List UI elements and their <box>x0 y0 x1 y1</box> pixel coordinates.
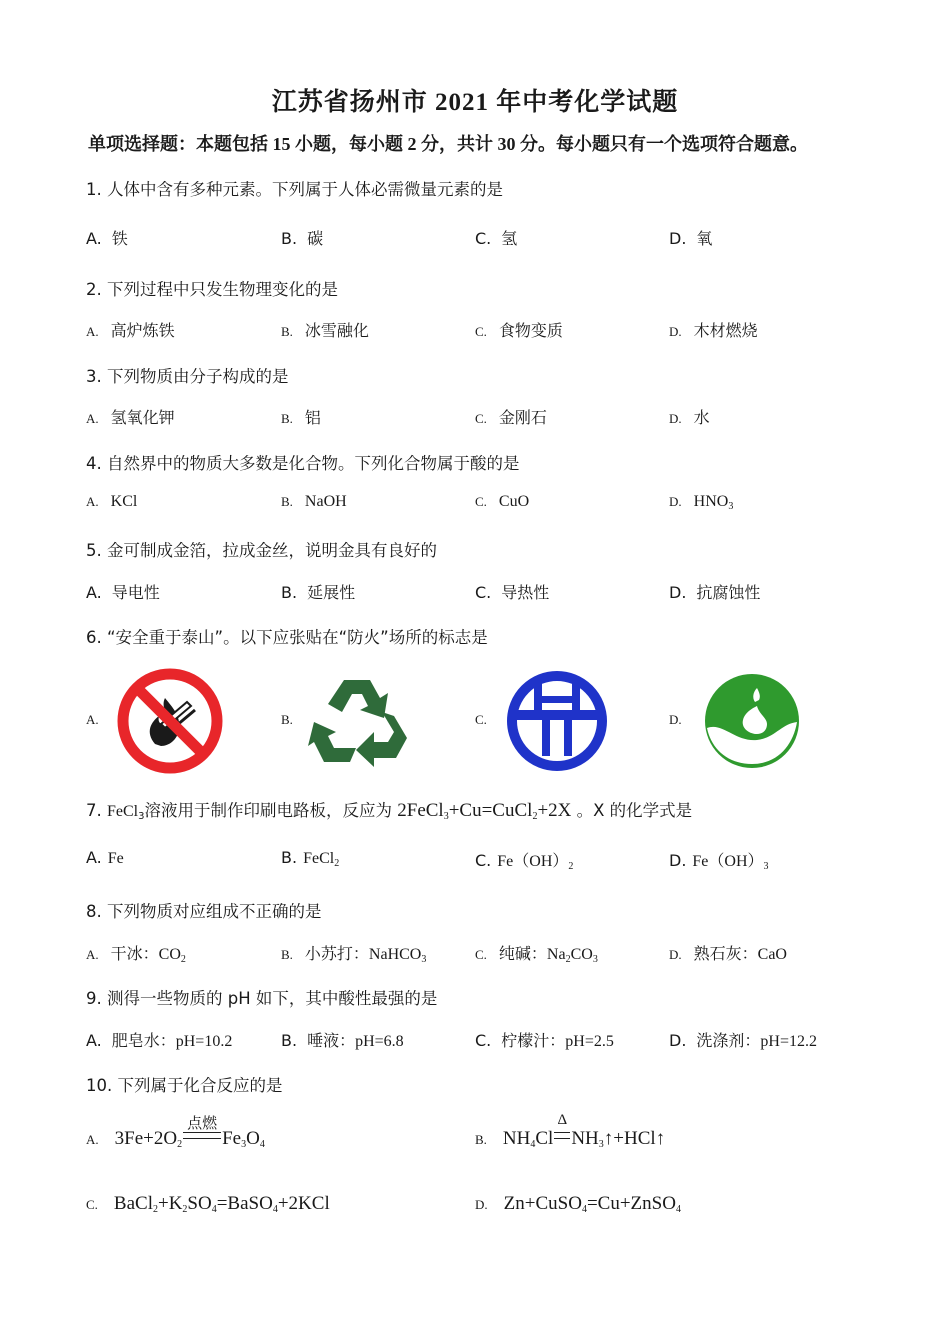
option-8a: A. 干冰：$CO_2$ <box>86 946 186 965</box>
question-4 <box>86 450 520 474</box>
option-2c: C. 食物变质 <box>475 323 563 340</box>
water-saving-sign-icon <box>697 666 807 776</box>
question-2 <box>86 276 338 300</box>
option-1b: B. 碳 <box>281 229 324 248</box>
option-3b: B. 铝 <box>281 410 321 427</box>
question-number: 5. <box>86 541 102 560</box>
option-5b: B. 延展性 <box>281 583 356 602</box>
reaction-condition: Δ <box>553 1132 571 1150</box>
option-2b: B. 冰雪融化 <box>281 323 369 340</box>
option-6d-label: D. <box>669 712 682 727</box>
option-1d: D. 氧 <box>669 229 713 248</box>
option-7d: D. $Fe(OH)_3$ <box>669 851 769 872</box>
question-number: 3. <box>86 367 102 386</box>
question-text: 自然界中的物质大多数是化合物。下列化合物属于酸的是 <box>107 454 520 473</box>
question-6 <box>86 624 488 648</box>
option-10a: A. $3Fe+2O_2$ 点燃 $Fe_3O_4$ <box>86 1116 265 1150</box>
option-9a: A. 肥皂水：pH=10.2 <box>86 1031 233 1050</box>
question-number: 1. <box>86 180 102 199</box>
question-3 <box>86 363 289 387</box>
option-7a: A. Fe <box>86 848 124 867</box>
question-number: 7. <box>86 801 102 820</box>
question-text: 金可制成金箔，拉成金丝，说明金具有良好的 <box>107 541 437 560</box>
option-4c: C. CuO <box>475 493 530 510</box>
question-number: 4. <box>86 454 102 473</box>
section-header: 单项选择题：本题包括 15 小题，每小题 2 分，共计 30 分。每小题只有一个选项符合题意。 <box>88 134 808 154</box>
question-number: 10. <box>86 1076 113 1095</box>
question-text: “安全重于泰山”。以下应张贴在“防火”场所的标志是 <box>107 628 488 647</box>
question-number: 6. <box>86 628 102 647</box>
question-text: 人体中含有多种元素。下列属于人体必需微量元素的是 <box>107 180 503 199</box>
option-6c-label: C. <box>475 712 487 727</box>
option-4a: A. KCl <box>86 493 138 510</box>
option-8d: D. 熟石灰：CaO <box>669 946 787 963</box>
option-4d: D. $HNO_3$ <box>669 493 734 512</box>
reaction-condition: 点燃 <box>182 1132 222 1150</box>
option-10b: B. $NH_4Cl$ Δ $NH_3↑+HCl↑$ <box>475 1112 666 1150</box>
question-9 <box>86 985 437 1009</box>
option-9b: B. 唾液：pH=6.8 <box>281 1031 404 1050</box>
option-7c: C. $Fe(OH)_2$ <box>475 851 574 872</box>
recycle-sign-icon <box>308 666 418 776</box>
reaction-equation: 2FeCl$_3$+Cu=CuCl$_2$+2X <box>397 800 572 822</box>
option-2d: D. 木材燃烧 <box>669 323 758 340</box>
option-9d: D. 洗涤剂：pH=12.2 <box>669 1031 817 1050</box>
question-text: 下列物质对应组成不正确的是 <box>107 902 322 921</box>
question-text: 下列过程中只发生物理变化的是 <box>107 280 338 299</box>
option-10c: C. $BaCl_2+K_2SO_4=BaSO_4+2KCl$ <box>86 1193 330 1215</box>
option-9c: C. 柠檬汁：pH=2.5 <box>475 1031 614 1050</box>
option-5d: D. 抗腐蚀性 <box>669 583 761 602</box>
option-5a: A. 导电性 <box>86 583 160 602</box>
page-title: 江苏省扬州市 2021 年中考化学试题 <box>271 89 679 116</box>
energy-saving-sign-icon <box>502 666 612 776</box>
question-text: 测得一些物质的 pH 如下，其中酸性最强的是 <box>107 989 438 1008</box>
question-8 <box>86 898 322 922</box>
option-10d: D. Zn+CuSO$_4$=Cu+ZnSO$_4$ <box>475 1193 681 1215</box>
option-8c: C. 纯碱：$Na_2CO_3$ <box>475 946 598 965</box>
no-fire-sign-icon <box>115 666 225 776</box>
option-1c: C. 氢 <box>475 229 518 248</box>
option-6b-label: B. <box>281 712 293 727</box>
option-6a-label: A. <box>86 712 99 727</box>
question-text: 下列物质由分子构成的是 <box>107 367 289 386</box>
option-3c: C. 金刚石 <box>475 410 547 427</box>
question-7: 7. FeCl$_3$溶液用于制作印刷电路板，反应为 2FeCl$_3$+Cu=CuCl$_2$+2X 。X 的化学式是 <box>86 800 693 822</box>
option-3a: A. 氢氧化钾 <box>86 410 175 427</box>
option-1a: A. 铁 <box>86 229 128 248</box>
option-3d: D. 水 <box>669 410 710 427</box>
question-10 <box>86 1072 283 1096</box>
question-5 <box>86 537 437 561</box>
option-8b: B. 小苏打：NaHCO$_3$ <box>281 946 427 965</box>
option-2a: A. 高炉炼铁 <box>86 323 175 340</box>
question-number: 9. <box>86 989 102 1008</box>
option-7b: B. FeCl$_2$ <box>281 848 340 869</box>
option-4b: B. NaOH <box>281 493 347 510</box>
question-1 <box>86 176 503 200</box>
question-number: 8. <box>86 902 102 921</box>
option-5c: C. 导热性 <box>475 583 550 602</box>
question-text: 下列属于化合反应的是 <box>117 1076 283 1095</box>
question-number: 2. <box>86 280 102 299</box>
